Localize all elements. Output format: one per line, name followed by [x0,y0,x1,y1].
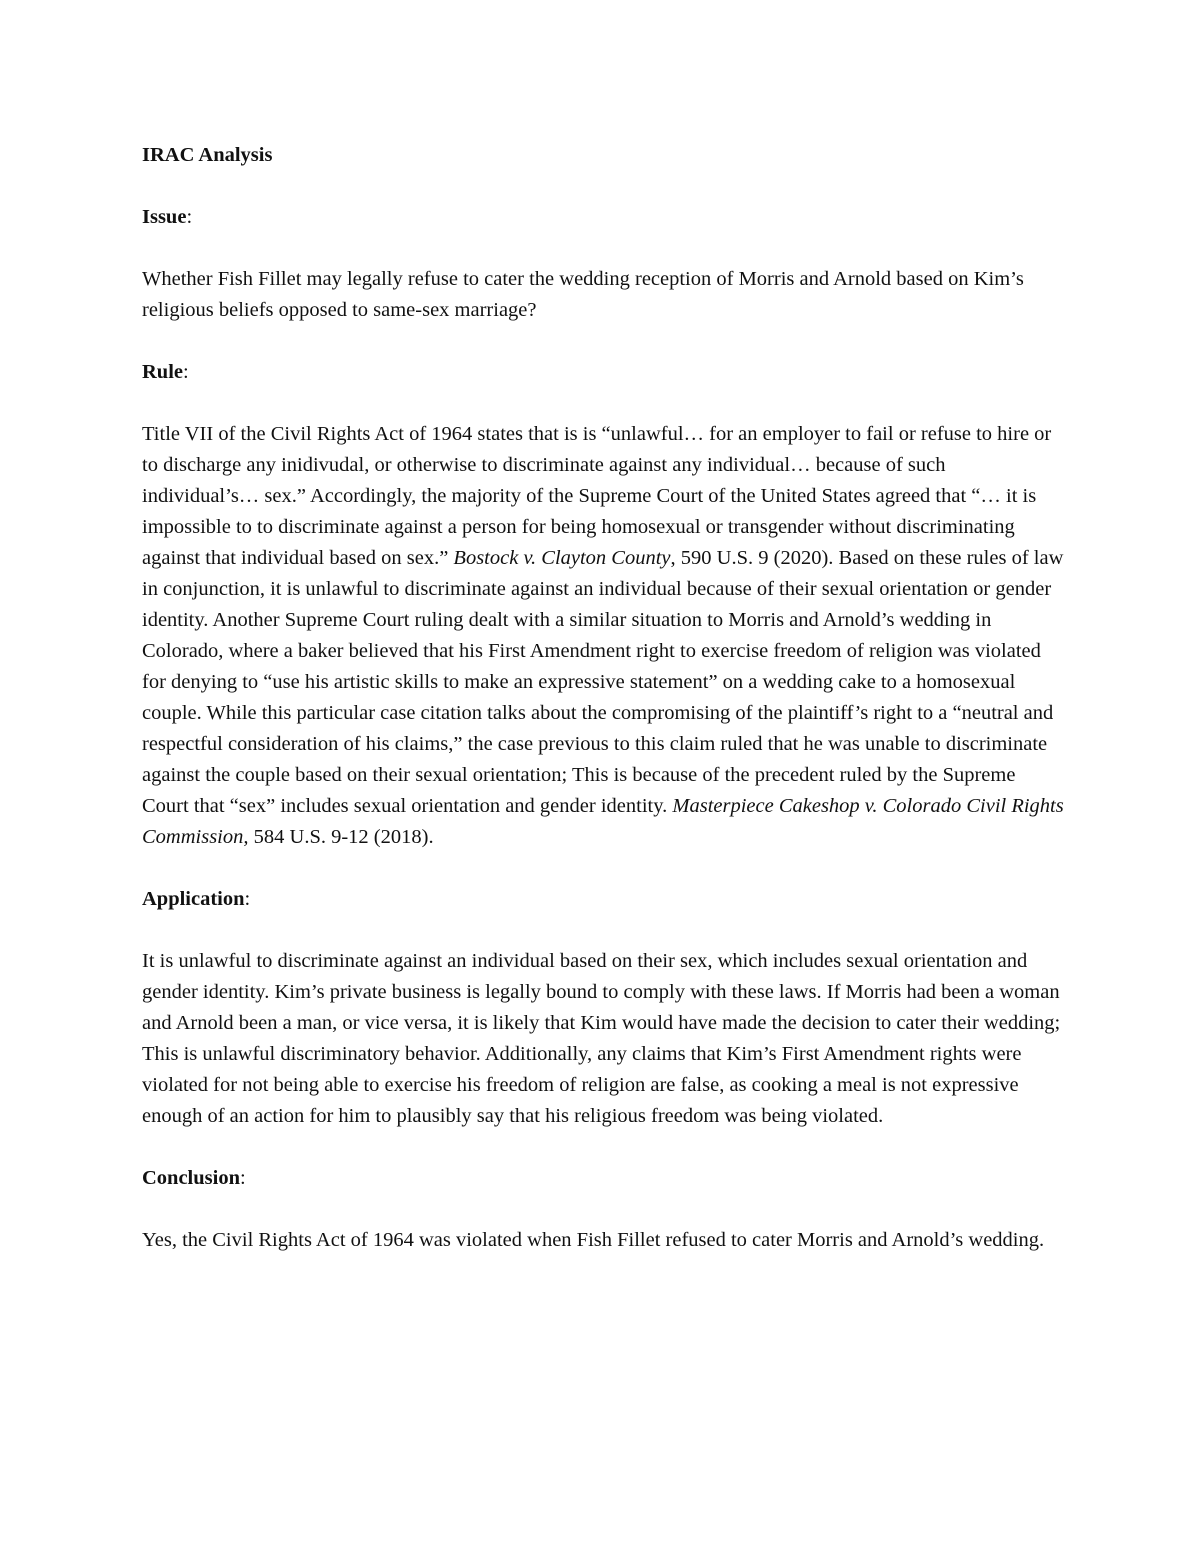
issue-paragraph: Whether Fish Fillet may legally refuse to cater the wedding reception of Morris and Arnold based on Kim’s religious beliefs opposed to same-sex marriage? [142,268,1024,321]
bostock-citation: Bostock v. Clayton County [453,547,671,569]
document-body [142,140,1067,1256]
document-title: IRAC Analysis [142,144,273,166]
conclusion-heading-label: Conclusion [142,1167,240,1189]
issue-heading [142,202,1067,233]
spacer [142,1194,1067,1225]
conclusion-heading [142,1163,1067,1194]
spacer [142,171,1067,202]
application-heading [142,884,1067,915]
rule-text-part-2: , 590 U.S. 9 (2020). Based on these rules of law in conjunction, it is unlawful to discriminate against an individual because of their sexual orientation or gender identity. Another Supreme Court ruling dealt with a similar situation to Morris and Arnold’s wedding in Colorado, where a baker believed that his First Amendment right to exercise freedom of religion was violated for denying to “use his artistic skills to make an expressive statement” on a wedding cake to a homosexual couple. While this particular case citation talks about the compromising of the plaintiff’s right to a “neutral and respectful consideration of his claims,” the case previous to this claim ruled that he was unable to discriminate against the couple based on their sexual orientation; This is because of the precedent ruled by the Supreme Court that “sex” includes sexual orientation and gender identity. [142,547,1064,817]
rule-paragraph [142,419,1067,853]
issue-heading-colon: : [186,206,193,228]
application-heading-label: Application [142,888,245,910]
spacer [142,233,1067,264]
rule-text-part-3: 584 U.S. 9-12 (2018). [248,826,434,848]
application-paragraph: It is unlawful to discriminate against an individual based on their sex, which includes sexual orientation and gender identity. Kim’s private business is legally bound to comply with these laws. If Morris had been a woman and Arnold been a man, or vice versa, it is likely that Kim would have made the decision to cater their wedding; This is unlawful discriminatory behavior. Additionally, any claims that Kim’s First Amendment rights were violated for not being able to exercise his freedom of religion are false, as cooking a meal is not expressive enough of an action for him to plausibly say that his religious freedom was being violated. [142,950,1061,1127]
spacer [142,1132,1067,1163]
conclusion-paragraph: Yes, the Civil Rights Act of 1964 was violated when Fish Fillet refused to cater Morris and Arnold’s wedding. [142,1229,1045,1251]
spacer [142,853,1067,884]
rule-text-part-1: Title VII of the Civil Rights Act of 1964 states that is is “unlawful… for an employer to fail or refuse to hire or to discharge any inidivudal, or otherwise to discriminate against any individual… because of such individual’s… sex.” Accordingly, the majority of the Supreme Court of the United States agreed that “… it is impossible to to discriminate against a person for being homosexual or transgender without discriminating against that individual based on sex.” [142,423,1052,569]
conclusion-heading-colon: : [239,1167,246,1189]
rule-heading-colon: : [183,361,189,383]
spacer [142,388,1067,419]
masterpiece-citation: Masterpiece Cakeshop v. Colorado Civil Rights Commission, [142,795,1064,848]
issue-heading-label: Issue [142,206,187,228]
spacer [142,326,1067,357]
spacer [142,915,1067,946]
rule-heading [142,357,1067,388]
rule-heading-label: Rule [142,361,183,383]
application-heading-colon: : [244,888,251,910]
